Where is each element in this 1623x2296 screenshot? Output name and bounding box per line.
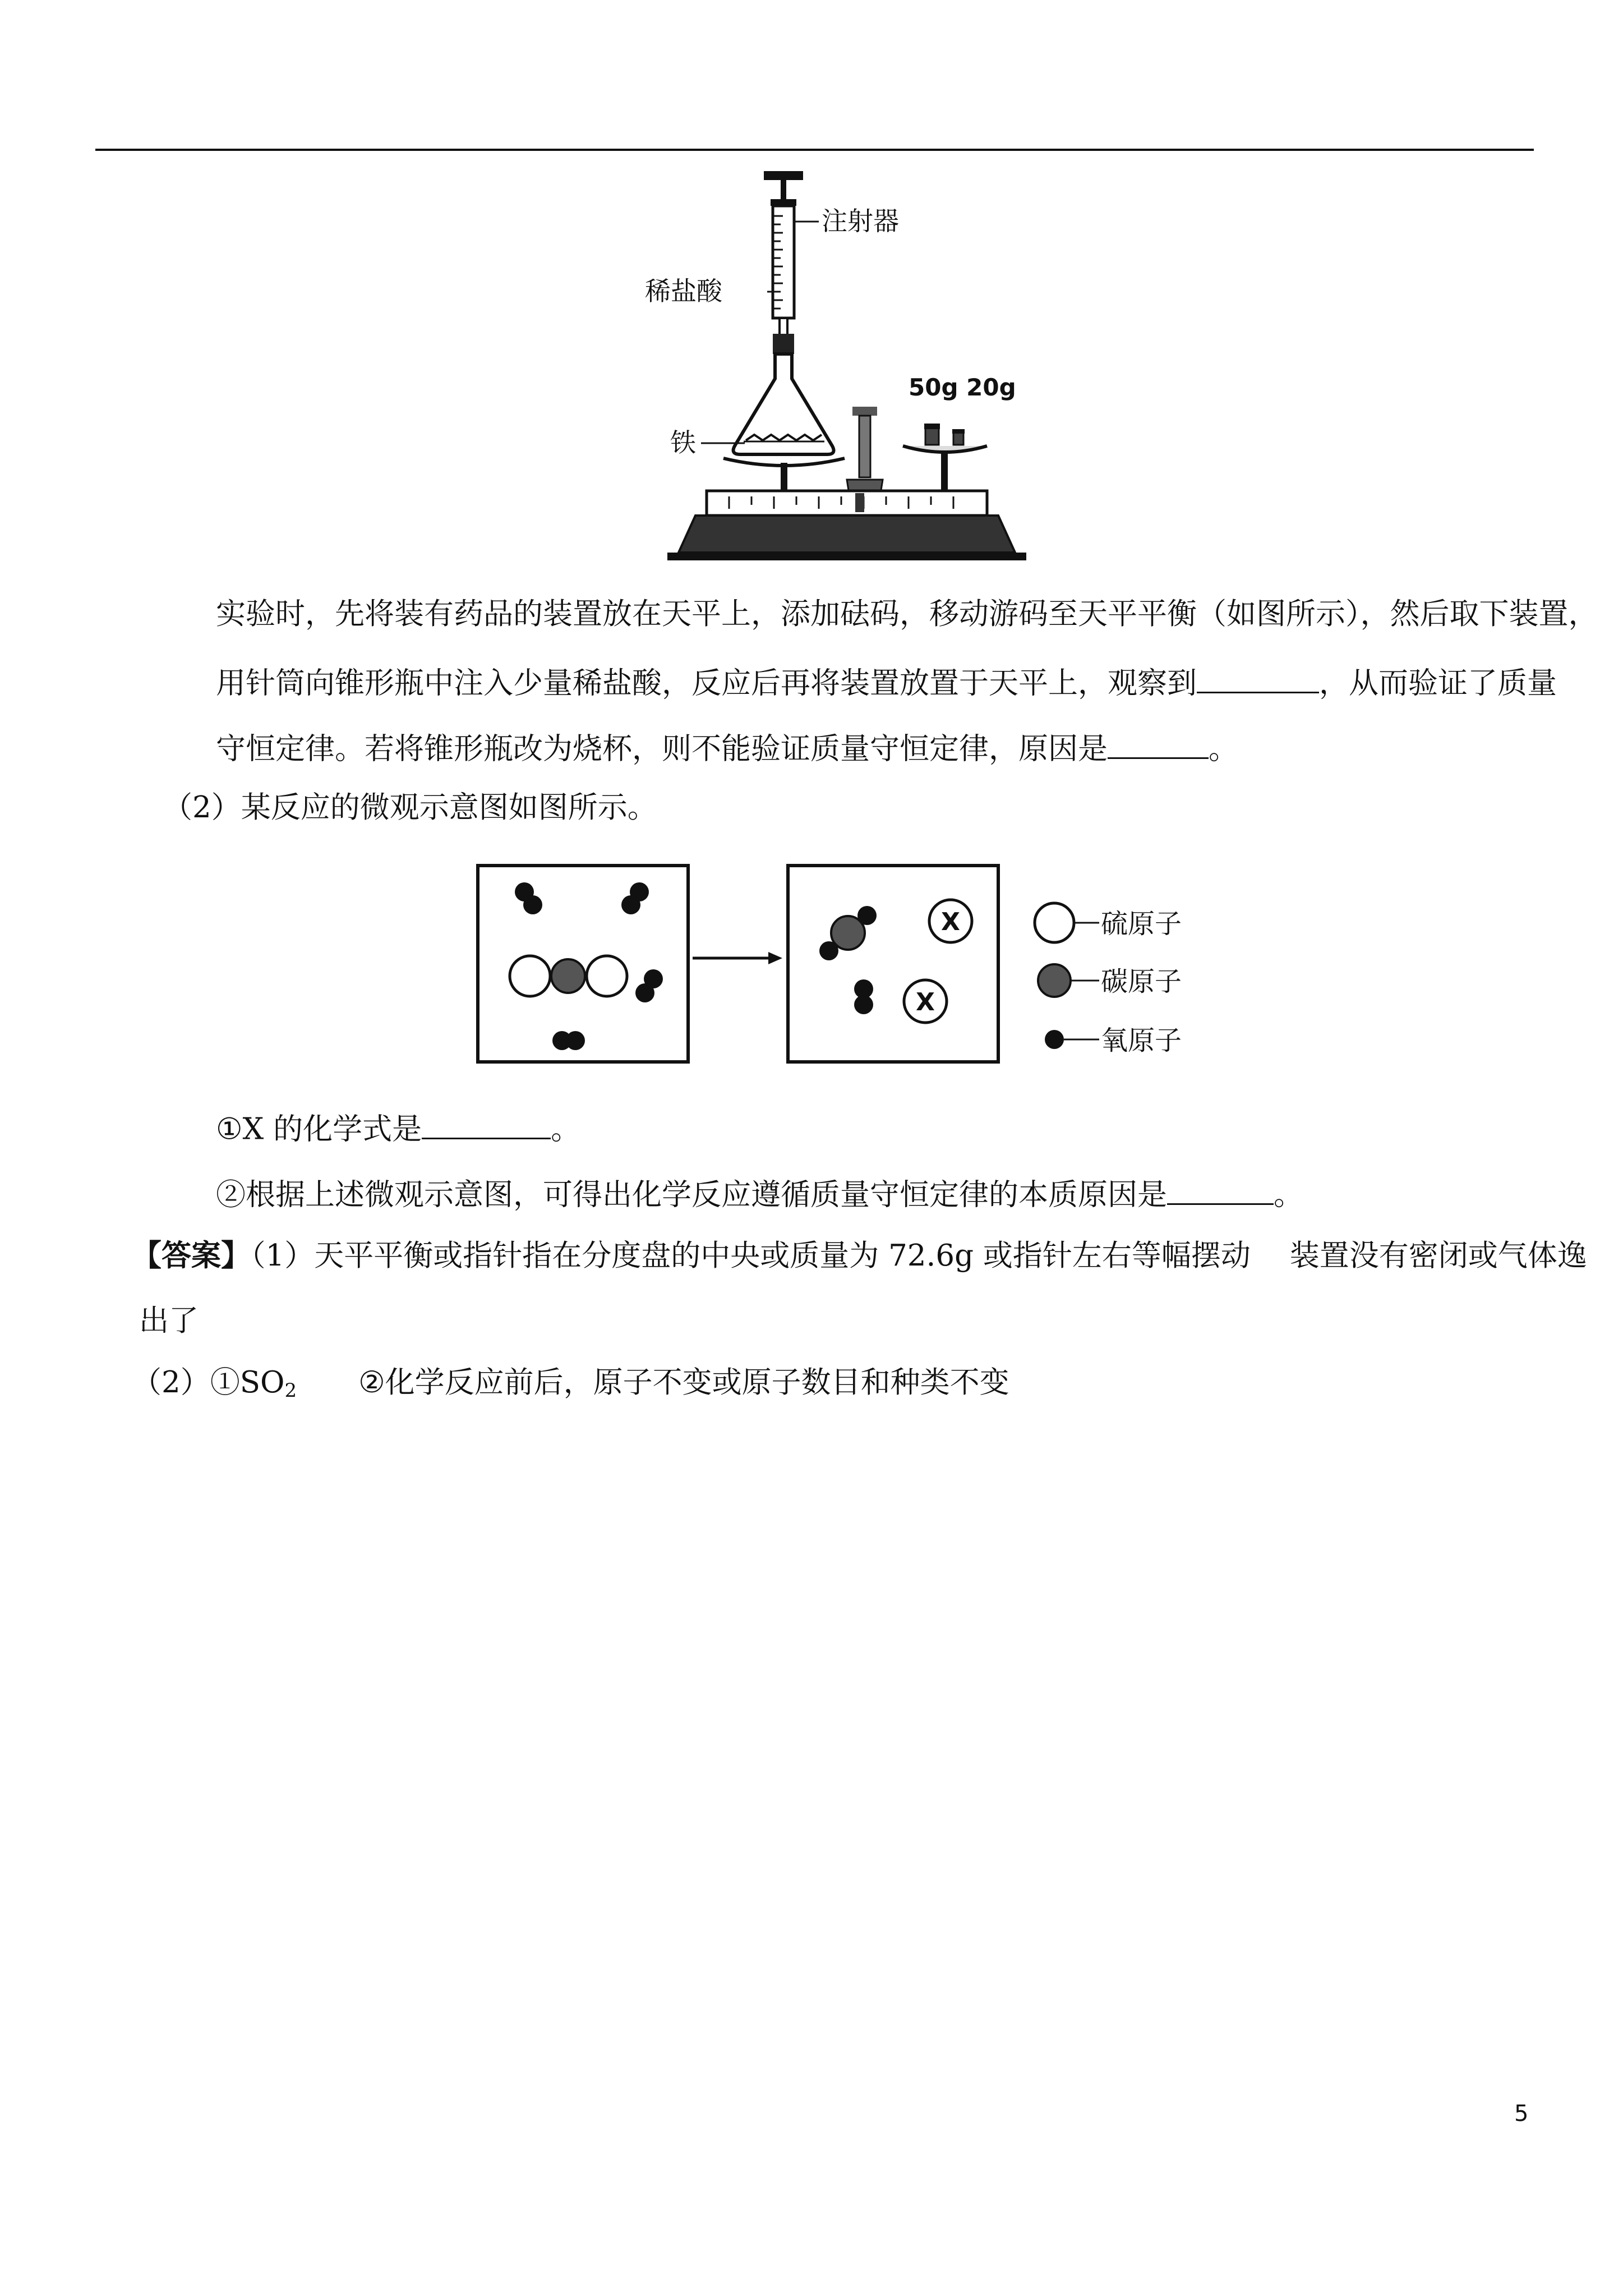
balance-apparatus-figure xyxy=(634,165,1038,569)
answer-line3: $(2)①SO_2$ ②化学反应前后，原子不变或原子数目和种类不变 xyxy=(132,1365,1009,1402)
iron-label: 铁 xyxy=(670,427,696,458)
svg-text:X: X xyxy=(941,908,960,936)
blank-observation[interactable] xyxy=(1197,665,1319,693)
paragraph1-line2: 用针筒向锥形瓶中注入少量稀盐酸，反应后再将装置放置于天平上，观察到 ，从而验证了质量 xyxy=(216,665,1557,698)
cs2-molecule xyxy=(510,956,627,996)
syringe-label: 注射器 xyxy=(822,206,899,236)
legend-oxygen xyxy=(1045,1025,1182,1056)
legend-carbon xyxy=(1038,964,1182,997)
flask-stopper xyxy=(773,334,794,354)
header-rule xyxy=(95,149,1534,151)
paragraph1-line1: 实验时，先将装有药品的装置放在天平上，添加砝码，移动游码至天平平衡（如图所示），然后取下装置， xyxy=(216,597,1598,631)
legend-sulfur xyxy=(1035,903,1182,942)
blank-x-formula[interactable] xyxy=(422,1111,551,1139)
page-number: 5 xyxy=(1514,2101,1529,2127)
micro-reaction-figure xyxy=(471,855,1217,1069)
x-molecule-1 xyxy=(929,900,972,942)
answer-line1: 【答案】（1）天平平衡或指针指在分度盘的中央或质量为 72.6g 或指针左右等幅摆动 装置没有密闭或气体逸 xyxy=(132,1238,1587,1273)
q2-part1: ①X 的化学式是 。 xyxy=(216,1111,580,1144)
weights-label: 50g 20g xyxy=(909,374,1016,401)
svg-text:碳原子: 碳原子 xyxy=(1101,966,1182,997)
svg-text:氧原子: 氧原子 xyxy=(1101,1025,1182,1056)
blank-reason[interactable] xyxy=(1108,730,1209,759)
weight-50g xyxy=(925,428,939,445)
balance-base xyxy=(679,516,1015,553)
balance-rider xyxy=(855,493,864,512)
right-pan xyxy=(903,446,987,452)
balance-beam xyxy=(707,491,987,516)
paragraph1-line3: 守恒定律。若将锥形瓶改为烧杯，则不能验证质量守恒定律，原因是 。 xyxy=(216,730,1238,764)
q2-intro: （2）某反应的微观示意图如图所示。 xyxy=(163,790,657,825)
answer-line2: 出了 xyxy=(139,1304,199,1338)
x-molecule-2 xyxy=(904,980,947,1023)
syringe-barrel xyxy=(773,206,794,318)
products-box xyxy=(788,866,998,1062)
syringe-plunger-top xyxy=(764,171,803,180)
acid-label: 稀盐酸 xyxy=(645,276,722,306)
weight-20g xyxy=(953,432,963,445)
balance-pointer-top xyxy=(852,407,877,416)
blank-essence[interactable] xyxy=(1167,1176,1274,1205)
svg-text:硫原子: 硫原子 xyxy=(1101,908,1182,940)
answer-tag: 【答案】 xyxy=(132,1238,251,1273)
reactants-box xyxy=(478,866,688,1062)
q2-part2: ②根据上述微观示意图，可得出化学反应遵循质量守恒定律的本质原因是 。 xyxy=(216,1176,1303,1210)
o2-molecule-4 xyxy=(552,1031,585,1050)
svg-text:X: X xyxy=(916,988,935,1016)
